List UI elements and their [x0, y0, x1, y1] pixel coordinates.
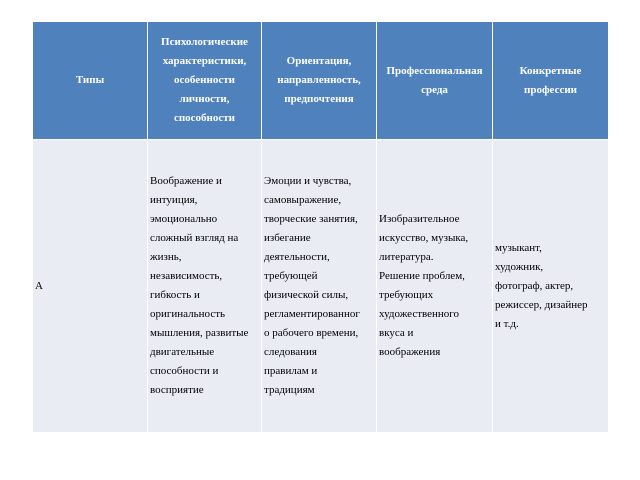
cell-professional-environment: [377, 140, 493, 433]
header-text: Профессиональная среда: [386, 64, 483, 96]
profession-types-table: [32, 21, 609, 433]
cell-specific-professions: [493, 140, 609, 433]
header-cell-orientation: [262, 22, 377, 140]
cell-text: Эмоции и чувства, самовыражение, творческие занятия, избегание деятельности, требующей физической силы, регламентированног о рабочего времени, следования правилам и традициям: [264, 175, 360, 396]
header-cell-psychological-traits: [148, 22, 262, 140]
cell-text: А: [35, 279, 43, 292]
table-header-row: [33, 22, 609, 140]
header-cell-types: [33, 22, 148, 140]
header-text: Типы: [75, 74, 105, 86]
cell-psychological-traits: [148, 140, 262, 433]
cell-text: Воображение и интуиция, эмоционально сложный взгляд на жизнь, независимость, гибкость и оригинальность мышления, развитые двигательные способности и восприятие: [150, 175, 249, 396]
cell-orientation: [262, 140, 377, 433]
cell-text: Изобразительное искусство, музыка, литература. Решение проблем, требующих художественного вкуса и воображения: [379, 213, 469, 358]
header-text: Конкретные профессии: [519, 64, 582, 96]
header-text: Ориентация, направленность, предпочтения: [277, 55, 361, 105]
cell-type: [33, 140, 148, 433]
table-row: [33, 140, 609, 433]
header-cell-professional-environment: [377, 22, 493, 140]
header-cell-specific-professions: [493, 22, 609, 140]
cell-text: музыкант, художник, фотограф, актер, режиссер, дизайнер и т.д.: [495, 241, 588, 330]
header-text: Психологические характеристики, особенности личности, способности: [161, 36, 248, 124]
